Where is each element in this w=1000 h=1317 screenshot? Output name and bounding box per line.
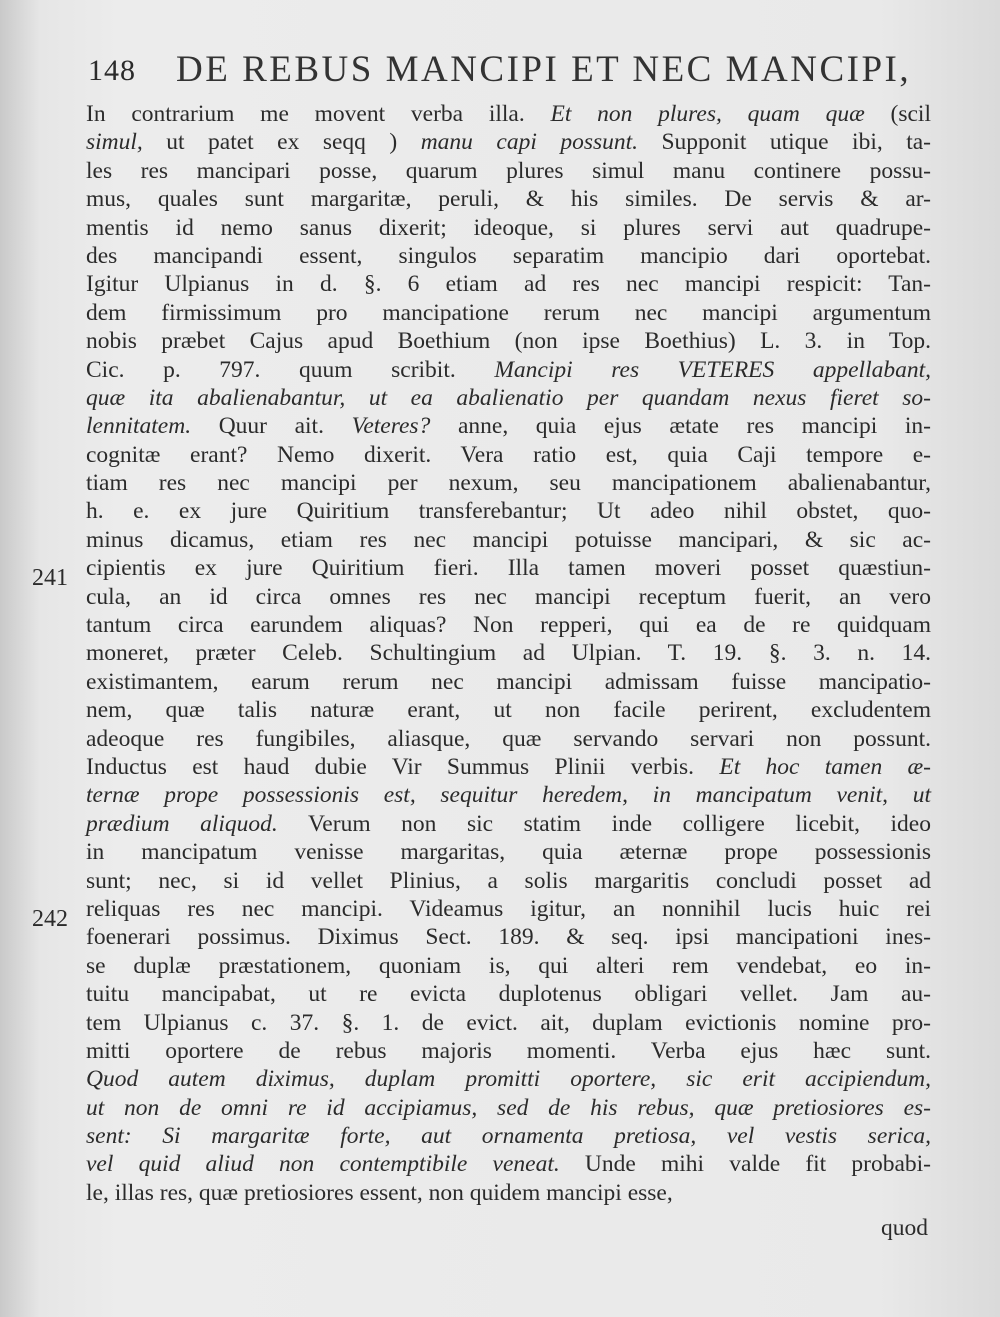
- text-segment: Igitur Ulpianus in d. §. 6 etiam ad res nec mancipi respicit: Tan-: [86, 271, 931, 298]
- text-line: [86, 270, 931, 298]
- text-line: [86, 441, 931, 469]
- italic-text: manu capi possunt.: [420, 129, 639, 156]
- text-segment: Cic. p. 797. quum scribit.: [86, 356, 495, 383]
- margin-number: 241: [32, 565, 68, 591]
- italic-text: Veteres?: [351, 413, 431, 440]
- text-segment: nem, quæ talis naturæ erant, ut non facile perirent, excludentem: [86, 697, 931, 724]
- text-line: [86, 384, 931, 412]
- catchword: quod: [881, 1215, 928, 1241]
- text-segment: cula, an id circa omnes res nec mancipi receptum fuerit, an vero: [86, 583, 931, 610]
- text-segment: les res mancipari posse, quarum plures simul manu continere possu-: [86, 157, 931, 184]
- text-segment: dem firmissimum pro mancipatione rerum nec mancipi argumentum: [86, 299, 931, 326]
- body-text: [86, 100, 931, 1207]
- text-line: [86, 554, 931, 582]
- text-segment: In contrarium me movent verba illa.: [86, 101, 551, 127]
- text-line: [86, 838, 931, 866]
- text-line: [86, 923, 931, 951]
- italic-text: Et hoc tamen æ-: [719, 753, 931, 780]
- text-line: [86, 1065, 931, 1093]
- text-segment: tiam res nec mancipi per nexum, seu mancipationem abalienabantur,: [86, 470, 931, 497]
- page-header: [88, 48, 928, 92]
- text-line: [86, 867, 931, 895]
- text-segment: mus, quales sunt margaritæ, peruli, & his similes. De servis & ar-: [86, 186, 931, 213]
- text-line: [86, 753, 931, 781]
- text-segment: adeoque res fungibiles, aliasque, quæ servando servari non possunt.: [86, 725, 931, 752]
- text-segment: nobis præbet Cajus apud Boethium (non ipse Boethius) L. 3. in Top.: [86, 328, 931, 355]
- text-segment: mentis id nemo sanus dixerit; ideoque, si plures servi aut quadrupe-: [86, 214, 931, 241]
- italic-text: lennitatem.: [86, 413, 192, 440]
- text-line: [86, 952, 931, 980]
- text-segment: foenerari possimus. Diximus Sect. 189. & seq. ipsi mancipationi ines-: [86, 924, 931, 951]
- text-line: [86, 781, 931, 809]
- text-line: [86, 157, 931, 185]
- text-line: [86, 1037, 931, 1065]
- text-line: [86, 1150, 931, 1178]
- text-segment: cognitæ erant? Nemo dixerit. Vera ratio est, quia Caji tempore e-: [86, 441, 931, 468]
- text-line: [86, 356, 931, 384]
- text-segment: Verum non sic statim inde colligere licebit, ideo: [277, 810, 931, 837]
- text-line: [86, 895, 931, 923]
- italic-text: prædium aliquod.: [86, 810, 278, 837]
- text-segment: mitti oportere de rebus majoris momenti. Verba ejus hæc sunt.: [86, 1037, 931, 1064]
- italic-text: Et non plures, quam quæ: [550, 101, 865, 127]
- text-segment: tantum circa earundem aliquas? Non repperi, qui ea de re quidquam: [86, 612, 931, 639]
- text-segment: existimantem, earum rerum nec mancipi admissam fuisse mancipatio-: [86, 668, 931, 695]
- italic-text: ut non de omni re id accipiamus, sed de his rebus, quæ pretiosiores es-: [86, 1094, 931, 1121]
- italic-text: Quod autem diximus, duplam promitti oportere, sic erit accipiendum,: [86, 1066, 931, 1093]
- italic-text: vel quid aliud non contemptibile veneat.: [86, 1151, 560, 1178]
- italic-text: ternæ prope possessionis est, sequitur heredem, in mancipatum venit, ut: [86, 782, 931, 809]
- italic-text: quæ ita abalienabantur, ut ea abalienatio per quandam nexus fieret so-: [86, 384, 931, 411]
- text-line: [86, 128, 931, 156]
- text-segment: moneret, præter Celeb. Schultingium ad Ulpian. T. 19. §. 3. n. 14.: [86, 640, 931, 667]
- text-segment: Quur ait.: [191, 413, 352, 440]
- text-line: [86, 214, 931, 242]
- text-line: [86, 412, 931, 440]
- text-line: [86, 725, 931, 753]
- text-segment: minus dicamus, etiam res nec mancipi potuisse mancipari, & sic ac-: [86, 526, 931, 553]
- italic-text: simul,: [86, 129, 143, 156]
- text-line: [86, 1122, 931, 1150]
- text-segment: des mancipandi essent, singulos separatim mancipio dari oportebat.: [86, 242, 931, 269]
- text-line: [86, 497, 931, 525]
- text-line: [86, 1009, 931, 1037]
- text-line: [86, 639, 931, 667]
- text-line: [86, 469, 931, 497]
- text-segment: in mancipatum venisse margaritas, quia æternæ prope possessionis: [86, 839, 931, 866]
- text-segment: h. e. ex jure Quiritium transferebantur; Ut adeo nihil obstet, quo-: [86, 498, 931, 525]
- text-segment: anne, quia ejus ætate res mancipi in-: [430, 413, 931, 440]
- text-segment: (scil: [864, 101, 931, 127]
- running-title: DE REBUS MANCIPI ET NEC MANCIPI,: [176, 49, 912, 90]
- text-segment: se duplæ præstationem, quoniam is, qui alteri rem vendebat, eo in-: [86, 952, 931, 979]
- italic-text: Mancipi res VETERES appellabant,: [494, 356, 932, 383]
- text-line: [86, 583, 931, 611]
- text-line: [86, 980, 931, 1008]
- text-line: [86, 668, 931, 696]
- text-segment: ut patet ex seqq ): [142, 129, 421, 156]
- text-line: [86, 327, 931, 355]
- text-line: [86, 810, 931, 838]
- text-segment: tem Ulpianus c. 37. §. 1. de evict. ait, duplam evictionis nomine pro-: [86, 1009, 931, 1036]
- text-segment: le, illas res, quæ pretiosiores essent, non quidem mancipi esse,: [86, 1179, 673, 1206]
- text-segment: sunt; nec, si id vellet Plinius, a solis margaritis concludi posset ad: [86, 867, 931, 894]
- text-segment: Unde mihi valde fit probabi-: [559, 1151, 931, 1178]
- text-line: [86, 611, 931, 639]
- text-segment: reliquas res nec mancipi. Videamus igitur, an nonnihil lucis huic rei: [86, 895, 931, 922]
- page-number: 148: [88, 54, 136, 87]
- text-line: [86, 100, 931, 128]
- text-line: [86, 1094, 931, 1122]
- margin-number: 242: [32, 906, 68, 932]
- text-segment: Supponit utique ibi, ta-: [638, 129, 931, 156]
- text-line: [86, 1179, 931, 1207]
- text-line: [86, 526, 931, 554]
- italic-text: sent: Si margaritæ forte, aut ornamenta pretiosa, vel vestis serica,: [86, 1123, 931, 1150]
- text-segment: tuitu mancipabat, ut re evicta duplotenus obligari vellet. Jam au-: [86, 981, 931, 1008]
- text-line: [86, 242, 931, 270]
- text-line: [86, 185, 931, 213]
- text-segment: cipientis ex jure Quiritium fieri. Illa tamen moveri posset quæstiun-: [86, 555, 931, 582]
- text-line: [86, 299, 931, 327]
- text-segment: Inductus est haud dubie Vir Summus Plinii verbis.: [86, 753, 720, 780]
- text-line: [86, 696, 931, 724]
